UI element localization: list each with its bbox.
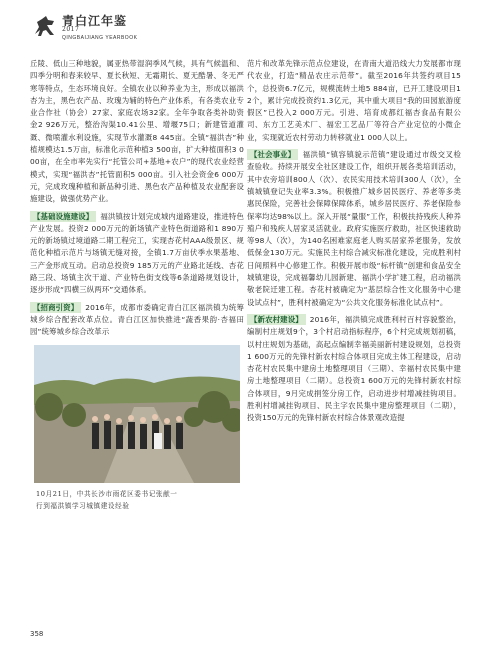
photo-caption [36, 488, 244, 512]
page-header [0, 0, 480, 48]
inspection-photo [34, 345, 240, 483]
yearbook-title: 青白江年鉴 [62, 14, 128, 28]
left-column [30, 58, 244, 512]
right-paragraph-1: 范片和改革先锋示范点位建设，在青南大道沿线大力发展都市现代农业，打造“精品农庄示范带”。截至2016年共签约项目15个，总投资6.7亿元，规模流转土地5 884亩，已开工建设项目12个，累计完成投资约1.3亿元，其中重大项目“我的田园旅游度假区”已投入2 000万元。引进、培育成都红福杏食品有限公司、东方工艺美术厂、福宏工艺品厂等符合产业定位的小微企业，实现就近农村劳动力转移就业1 000人以上。 [247, 59, 461, 142]
right-paragraph-2-text: 福洪镇“镇容镇貌示范镇”建设通过市级交叉检查验收。持续开展安全社区建设工作，组织开展各类培训活动，其中农旁培训800人（次）、农民实用技术培训300人（次），全镇城镇登记失业率3.3%。积极推广城乡居民医疗、养老等多类惠民保险，完善社会保障保障体系，城乡居民医疗、养老保险参保率均达98%以上。深入开展“量服”工作，积极扶持残疾人种养殖户和残疾人居家灵活就业。政府实施医疗救助，社区快速救助等98人（次），为140名困难家庭老人购买居家养老服务，发放低保金130万元。实施民主村综合减灾标准化建设，完成胜利村日间照料中心修建工作。积极开展市级“标杆镇”创建和食品安全城镇建设，完成福馨幼儿园新建、福洪小学扩建工程，启动福洪敬老院迁建工程。杏花村被确定为“基层综合性文化服务中心建设试点村”，胜利村被确定为“公共文化服务标准化试点村”。 [247, 150, 461, 307]
section-title-new-village: 【新农村建设】 [247, 314, 306, 325]
yearbook-subtitle: QINGBAIJIANG YEARBOOK [62, 35, 138, 41]
photo-illustration [34, 345, 240, 483]
horse-logo-icon [32, 14, 58, 38]
section-title-social: 【社会事业】 [247, 149, 298, 160]
left-paragraph-3 [30, 302, 244, 339]
left-paragraph-1: 丘陵、低山三种地貌，属亚热带湿润季风气候，具有气候温和、四季分明和春来较早、夏长秋短、无霜期长、夏无酷暑、冬无严寒等特点，生态环境良好。全镇农业以种养业为主，形成以福洪杏为主，黑色农产品、玫瑰为辅的特色产业体系，有各类农业专业合作社（协会）27家、家庭农场32家。全年争取各类补助资金2 926万元，整治沟渠10.41公里、增堰75口；新建管道灌溉、微喷灌水利设施，实现节水灌溉8 445亩。全镇“福洪杏”种植规模达1.5万亩，标准化示范种植3 500亩，扩大种植面积3 000亩，在全市率先实行“托管公司+基地+农户”的现代农业经营模式，实现“福洪杏”托管面积5 000亩。引入社会资金6 000万元，完成玫瑰种植和新品种引进、黑色农产品种植及农业配套设施建设，做强优势产业。 [30, 59, 244, 204]
left-paragraph-3-text: 2016年，成都市委确定青白江区福洪镇为统筹城乡综合配套改革点位。青白江区加快推进“蔬香果韵·杏福田园”统筹城乡综合改革示 [30, 302, 244, 337]
left-paragraph-2-text: 福洪镇按计划完成城内道路建设，推进特色产业发展。投资2 000万元的新场镇产业特色街道路和1 890万元的新场镇过境道路二期工程完工，实现杏花村AAA级景区、规范化种植示范片与场镇无缝对接，全镇1.7万亩伏季水果基地、三产金形成互动。启动总投资9 185万元的产业路北延线、杏花路三段、场镇主次干道、产业特色街支线等6条道路规划设计，逐步形成“四横三纵两环”交通体系。 [30, 211, 244, 295]
right-paragraph-3-text: 2016年，福洪镇完成胜利村百村容貌整治，编制村庄规划9个，3个村启动指标程序，6个村完成规划初稿，以村庄规划为基础，高起点编制幸福美丽新村建设规划，总投资1 600万元的先锋村新农村综合体项目完成主体工程建设，启动杏花村农民集中建房土地整理项目（三期）、幸福村农民集中建房土地整理项目（二期）。总投资1 600万元的先锋村新农村综合体项目，9月完成捐签分房工作，启动进步村增减挂钩项目。胜利村增减挂钩项目、民主字农民集中建房整理项目（二期），投资150万元的先锋村新农村综合体景观改造提 [247, 314, 461, 423]
yearbook-year: 2017 [62, 26, 80, 33]
photo-caption-line-2: 行到福洪镇学习城镇建设经验 [36, 501, 130, 510]
right-paragraph-2 [247, 149, 461, 309]
section-title-investment: 【招商引资】 [30, 302, 81, 313]
page-number: 358 [30, 630, 44, 638]
left-paragraph-2 [30, 211, 244, 297]
photo-caption-line-1: 10月21日，中共长沙市雨花区委书记张献一 [36, 489, 178, 498]
section-title-infrastructure: 【基础设施建设】 [30, 211, 96, 222]
right-column [247, 58, 461, 430]
right-paragraph-3 [247, 314, 461, 425]
